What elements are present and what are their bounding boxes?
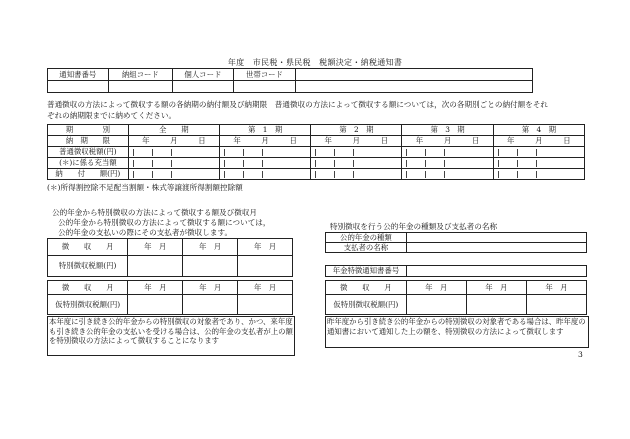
row-label-tax-amount: 普通徴収税額(円) (48, 147, 129, 158)
amount-cell (493, 158, 584, 169)
provisional-amount-cell (183, 295, 238, 315)
code-table (47, 68, 533, 93)
row-label-due-date: 納 期 限 (48, 136, 129, 147)
year-month-cell: 年 月 (466, 281, 526, 295)
amount-cell (402, 158, 493, 169)
pension-notice-no-label: 年金特徴通知書番号 (326, 266, 407, 277)
payer-name-label: 支払者の名称 (326, 243, 407, 253)
footnote: (＊)所得割控除不足配当割額・株式等譲渡所得割額控除額 (47, 183, 243, 192)
pension-notice-no-value (406, 266, 586, 277)
pension-type-label: 公的年金の種類 (326, 233, 407, 243)
payer-note: 昨年度から引き続き公的年金からの特別徴収の対象者である場合は、昨年度の通知書において通知した上の額を、特別徴収の方法によって徴収します (325, 316, 589, 348)
due-date-cell: 年 月 日 (311, 136, 402, 147)
year-month-cell: 年 月 (238, 281, 293, 295)
notice-no-table (325, 265, 587, 277)
notice-no-value (48, 81, 109, 93)
period-col-1: 第 1 期 (219, 125, 310, 136)
year-month-cell: 年 月 (526, 281, 586, 295)
collection-month-label: 徴 収 月 (48, 281, 128, 295)
special-amount-label: 特別徴収税額(円) (48, 256, 128, 277)
due-date-cell: 年 月 日 (402, 136, 493, 147)
account-code-value (108, 81, 173, 93)
amount-cell (311, 158, 402, 169)
provisional-amount-label: 仮特別徴収税額(円) (48, 295, 128, 315)
notice-no-label: 通知書番号 (48, 69, 109, 81)
pension-type-value (406, 233, 586, 243)
provisional-amount-cell (466, 295, 526, 315)
pension-heading-2: 公的年金から特別徴収の方法によって徴収する額については， (58, 218, 271, 227)
code-value-blank (296, 81, 533, 93)
row-label-credit: (＊)に係る充当額 (48, 158, 129, 169)
special-amount-cell (183, 256, 238, 277)
amount-cell (128, 147, 219, 158)
year-month-cell: 年 月 (183, 239, 238, 256)
account-code-label: 納組コード (108, 69, 173, 81)
collection-month-label: 徴 収 月 (326, 281, 407, 295)
amount-cell (128, 169, 219, 180)
year-month-cell: 年 月 (238, 239, 293, 256)
amount-cell (219, 158, 310, 169)
intro-line-1: 普通徴収の方法によって徴収する額の各納期の納付額及び納期限 普通徴収の方法によって徴収する額については，次の各期別ごとの納付額をそれ (47, 100, 549, 109)
provisional-collection-table-left (47, 280, 293, 315)
code-value-area (296, 69, 533, 81)
provisional-amount-cell (526, 295, 586, 315)
due-date-cell: 年 月 日 (493, 136, 584, 147)
amount-cell (493, 147, 584, 158)
payer-name-value (406, 243, 586, 253)
pension-heading-3: 公的年金の支払いの際にその支払者が徴収します。 (58, 228, 233, 237)
household-code-value (233, 81, 296, 93)
payer-heading: 特別徴収を行う公的年金の種類及び支払者の名称 (330, 222, 498, 231)
year-month-cell: 年 月 (128, 281, 183, 295)
row-label-payment: 納 付 額(円) (48, 169, 129, 180)
due-date-cell: 年 月 日 (128, 136, 219, 147)
year-month-cell: 年 月 (183, 281, 238, 295)
page-number: 3 (578, 350, 583, 359)
year-month-cell: 年 月 (406, 281, 466, 295)
year-month-cell: 年 月 (128, 239, 183, 256)
household-code-label: 世帯コード (233, 69, 296, 81)
period-col-4: 第 4 期 (493, 125, 584, 136)
payer-table (325, 232, 587, 253)
personal-code-label: 個人コード (173, 69, 234, 81)
provisional-amount-label: 仮特別徴収税額(円) (326, 295, 407, 315)
page-title: 年度 市民税・県民税 税額決定・納税通知書 (227, 58, 403, 67)
amount-cell (493, 169, 584, 180)
provisional-amount-cell (238, 295, 293, 315)
intro-line-2: ぞれの納期限までに納めてください。 (47, 111, 177, 120)
period-col-2: 第 2 期 (311, 125, 402, 136)
amount-cell (311, 147, 402, 158)
period-col-3: 第 3 期 (402, 125, 493, 136)
special-collection-table (47, 238, 293, 277)
period-col-0: 全 期 (128, 125, 219, 136)
amount-cell (219, 169, 310, 180)
period-header-label: 期 別 (48, 125, 129, 136)
amount-cell (311, 169, 402, 180)
amount-cell (402, 147, 493, 158)
personal-code-value (173, 81, 234, 93)
amount-cell (402, 169, 493, 180)
due-date-cell: 年 月 日 (219, 136, 310, 147)
amount-cell (219, 147, 310, 158)
amount-cell (128, 158, 219, 169)
special-amount-cell (128, 256, 183, 277)
provisional-amount-cell (406, 295, 466, 315)
pension-heading-1: 公的年金から特別徴収の方法によって徴収する額及び徴収月 (52, 208, 258, 217)
special-amount-cell (238, 256, 293, 277)
collection-month-label: 徴 収 月 (48, 239, 128, 256)
provisional-amount-cell (128, 295, 183, 315)
provisional-collection-table-right (325, 280, 587, 315)
pension-note: 本年度に引き続き公的年金からの特別徴収の対象者であり、かつ、来年度も引き続き公的年金の支払いを受ける場合は、公的年金の支払者が上の額を特別徴収の方法によって徴収することになります (47, 316, 295, 356)
period-table (47, 124, 585, 180)
